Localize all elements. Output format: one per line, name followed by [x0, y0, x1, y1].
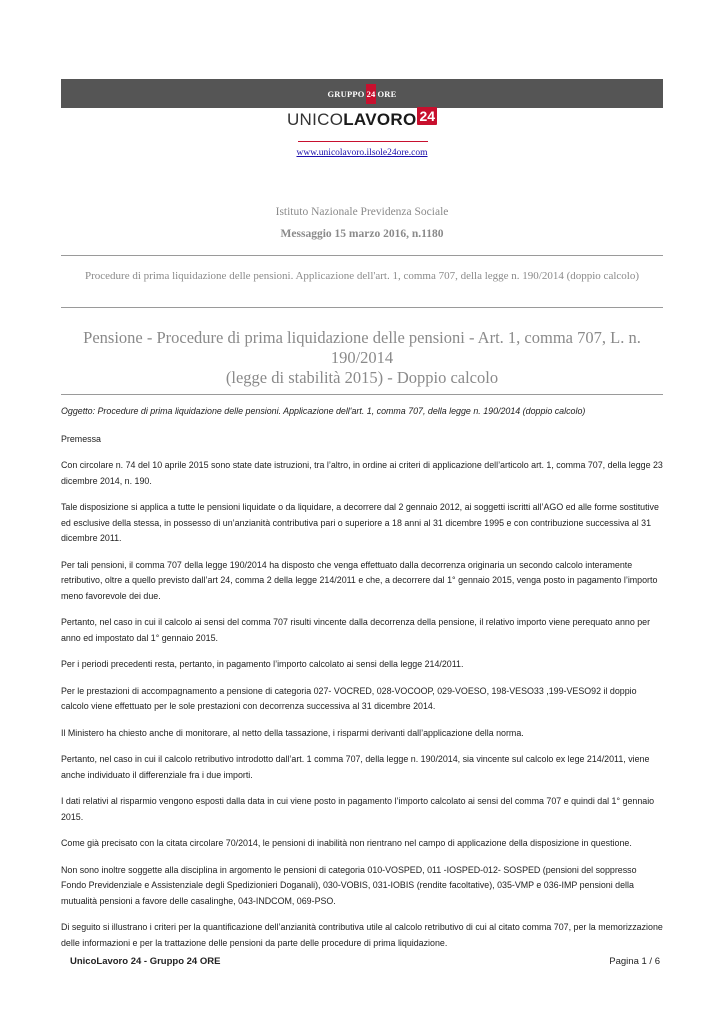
divider	[61, 255, 663, 256]
paragraph: Di seguito si illustrano i criteri per la quantificazione dell’anzianità contributiva utile al calcolo retributivo di cui al citato comma 707, per la memorizzazione delle informazioni e per la trattazione delle pensioni da parte delle procedure di prima liquidazione.	[61, 922, 663, 948]
title-line-1: Pensione - Procedure di prima liquidazione delle pensioni - Art. 1, comma 707, L. n. 190/2014	[83, 328, 641, 367]
oggetto-paragraph: Oggetto: Procedure di prima liquidazione delle pensioni. Applicazione dell'art. 1, comma 707, della legge n. 190/2014 (doppio calcolo)	[61, 406, 586, 416]
gruppo-text: GRUPPO	[327, 88, 365, 99]
logo-unico: UNICO	[286, 110, 344, 129]
divider	[61, 307, 663, 308]
paragraph: Il Ministero ha chiesto anche di monitorare, al netto della tassazione, i risparmi derivanti dall’applicazione della norma.	[61, 727, 524, 738]
document-title	[61, 328, 663, 388]
logo-underline	[298, 141, 428, 142]
title-line-2: (legge di stabilità 2015) - Doppio calcolo	[225, 368, 499, 387]
messaggio-label: Messaggio 15 marzo 2016, n.1180	[280, 228, 444, 240]
paragraph: Per tali pensioni, il comma 707 della legge 190/2014 ha disposto che venga effettuato dalla decorrenza originaria un secondo calcolo interamente retributivo, oltre a quello previsto dall’art 24, comma 2 della legge 214/2011 e che, a decorrere dal 1° gennaio 2015, venga posto in pagamento l’importo meno favorevole dei due.	[61, 559, 658, 601]
ore-text: ORE	[377, 88, 397, 99]
paragraph: Come già precisato con la citata circolare 70/2014, le pensioni di inabilità non rientrano nel campo di applicazione della disposizione in questione.	[61, 838, 632, 848]
unicolavoro-logo	[0, 110, 724, 130]
site-link[interactable]: www.unicolavoro.ilsole24ore.com	[296, 148, 428, 158]
paragraph: Premessa	[61, 433, 101, 444]
paragraph: I dati relativi al risparmio vengono esposti dalla data in cui viene posto in pagamento l’importo calcolato ai sensi del comma 707 e quindi dal 1° gennaio 2015.	[61, 796, 655, 822]
istituto-label: Istituto Nazionale Previdenza Sociale	[275, 206, 449, 218]
footer-publisher: UnicoLavoro 24 - Gruppo 24 ORE	[70, 956, 221, 967]
paragraph: Pertanto, nel caso in cui il calcolo retributivo introdotto dall’art. 1 comma 707, della legge n. 190/2014, sia vincente sul calcolo ex lege 214/2011, viene anche individuato il differenziale fra i due importi.	[61, 754, 650, 780]
gruppo-badge: 24	[366, 84, 377, 104]
gruppo24ore-logo	[327, 84, 396, 104]
paragraph: Tale disposizione si applica a tutte le pensioni liquidate o da liquidare, a decorrere dal 2 gennaio 2012, ai soggetti iscritti all’AGO ed alle forme sostitutive ed esclusive della stessa, in possesso di un’anzianità contributiva pari o superiore a 18 anni al 31 dicembre 1995 e con contribuzione successiva al 31 dicembre 2011.	[61, 502, 659, 543]
paragraph: Per le prestazioni di accompagnamento a pensione di categoria 027- VOCRED, 028-VOCOOP, 029-VOESO, 198-VESO33 ,199-VESO92 il doppio calcolo viene effettuato per le sole prestazioni con decorrenza successiva al 31 dicembre 2014.	[61, 685, 637, 711]
document-subtitle: Procedure di prima liquidazione delle pensioni. Applicazione dell'art. 1, comma 707, della legge n. 190/2014 (doppio calcolo)	[85, 270, 639, 282]
header-bar	[61, 79, 663, 108]
logo-24-badge: 24	[419, 108, 436, 124]
page-number: Pagina 1 / 6	[609, 956, 660, 967]
paragraph: Pertanto, nel caso in cui il calcolo ai sensi del comma 707 risulti vincente dalla decorrenza della pensione, il relativo importo viene perequato anno per anno ed impostato dal 1° gennaio 2015.	[61, 617, 651, 643]
logo-lavoro: LAVORO	[343, 110, 417, 129]
document-body	[61, 404, 663, 962]
paragraph: Con circolare n. 74 del 10 aprile 2015 sono state date istruzioni, tra l’altro, in ordine ai criteri di applicazione dell’articolo art. 1, comma 707, della legge 23 dicembre 2014, n. 190.	[61, 460, 663, 486]
paragraph: Non sono inoltre soggette alla disciplina in argomento le pensioni di categoria 010-VOSPED, 011 -IOSPED-012- SOSPED (pensioni del soppresso Fondo Previdenziale e Assistenziale degli Spedizionieri Doganali), 030-VOBIS, 031-IOBIS (rendite facoltative), 035-VMP e 036-IMP pensioni della mutualità pensioni a favore delle casalinghe, 043-INDCOM, 069-PSO.	[61, 864, 637, 906]
divider	[61, 394, 663, 395]
paragraph: Per i periodi precedenti resta, pertanto, in pagamento l’importo calcolato ai sensi della legge 214/2011.	[61, 659, 464, 669]
